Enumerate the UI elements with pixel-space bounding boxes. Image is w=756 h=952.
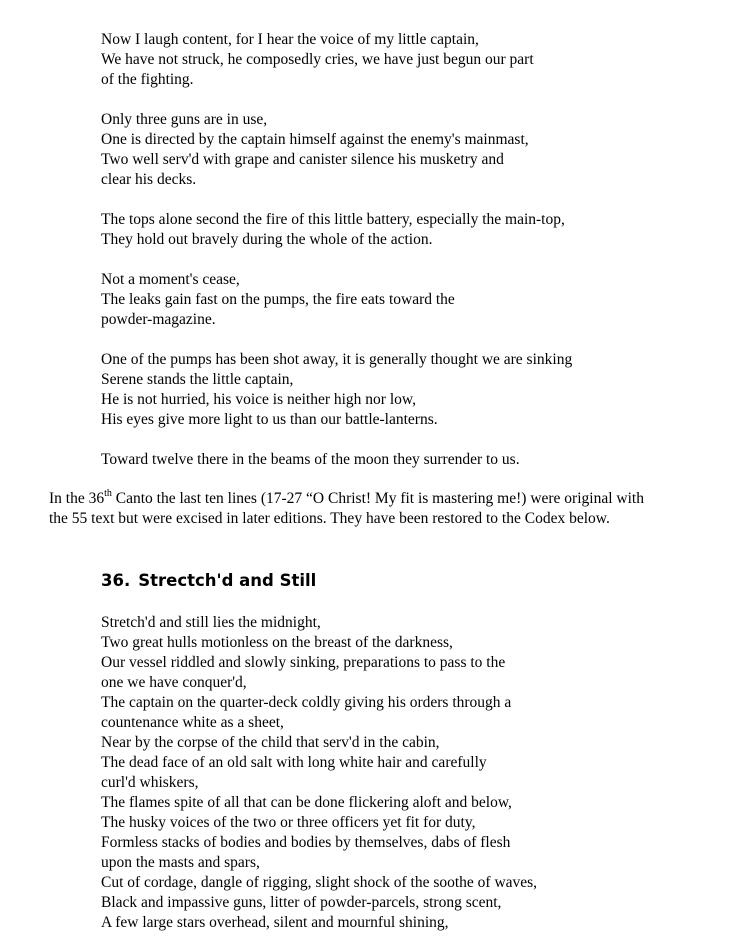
poem-line: Toward twelve there in the beams of the moon they surrender to us.	[101, 451, 520, 468]
note-rest: Canto the last ten lines (17-27 “O Christ! My fit is mastering me!) were original with	[111, 490, 644, 507]
poem-line: The leaks gain fast on the pumps, the fire eats toward the	[101, 291, 455, 308]
poem-line: They hold out bravely during the whole of the action.	[101, 231, 433, 248]
stanza	[101, 270, 455, 330]
poem-line: The flames spite of all that can be done flickering aloft and below,	[101, 794, 512, 811]
poem-line: Only three guns are in use,	[101, 111, 268, 128]
poem-line: The captain on the quarter-deck coldly giving his orders through a	[101, 694, 512, 711]
poem-line: Stretch'd and still lies the midnight,	[101, 614, 321, 631]
note-line	[49, 489, 739, 509]
poem-line: countenance white as a sheet,	[101, 714, 284, 731]
section-heading	[101, 569, 316, 593]
poem-line: Formless stacks of bodies and bodies by themselves, dabs of flesh	[101, 834, 511, 851]
poem-line: curl'd whiskers,	[101, 774, 199, 791]
poem-line: of the fighting.	[101, 71, 194, 88]
poem-line: He is not hurried, his voice is neither high nor low,	[101, 391, 416, 408]
poem-line: A few large stars overhead, silent and mournful shining,	[101, 914, 449, 931]
poem-line: The husky voices of the two or three officers yet fit for duty,	[101, 814, 476, 831]
poem-line: Two great hulls motionless on the breast of the darkness,	[101, 634, 453, 651]
section-number: 36.	[101, 571, 131, 590]
poem-line: upon the masts and spars,	[101, 854, 260, 871]
stanza	[101, 110, 529, 190]
poem-line: One of the pumps has been shot away, it is generally thought we are sinking	[101, 351, 573, 368]
editorial-note	[49, 489, 739, 529]
note-superscript: th	[104, 487, 112, 499]
poem-line: His eyes give more light to us than our battle-lanterns.	[101, 411, 438, 428]
stanza	[101, 30, 534, 90]
poem-line: Now I laugh content, for I hear the voice of my little captain,	[101, 31, 479, 48]
section-stanza	[101, 613, 537, 933]
poem-line: clear his decks.	[101, 171, 197, 188]
poem-line: Serene stands the little captain,	[101, 371, 294, 388]
poem-line: one we have conquer'd,	[101, 674, 247, 691]
poem-line: Not a moment's cease,	[101, 271, 240, 288]
poem-line: One is directed by the captain himself against the enemy's mainmast,	[101, 131, 529, 148]
poem-line: The tops alone second the fire of this little battery, especially the main-top,	[101, 211, 565, 228]
poem-line: We have not struck, he composedly cries, we have just begun our part	[101, 51, 534, 68]
poem-line: Two well serv'd with grape and canister silence his musketry and	[101, 151, 504, 168]
section-title: Strectch'd and Still	[138, 571, 317, 590]
poem-line: powder-magazine.	[101, 311, 216, 328]
note-prefix: In the 36	[49, 490, 105, 507]
poem-line: Cut of cordage, dangle of rigging, slight shock of the soothe of waves,	[101, 874, 538, 891]
stanza	[101, 210, 565, 250]
poem-line: Our vessel riddled and slowly sinking, preparations to pass to the	[101, 654, 506, 671]
note-line: the 55 text but were excised in later editions. They have been restored to the Codex below.	[49, 510, 610, 527]
stanza	[101, 350, 572, 430]
poem-line: Near by the corpse of the child that serv'd in the cabin,	[101, 734, 440, 751]
stanza	[101, 450, 520, 470]
poem-line: Black and impassive guns, litter of powder-parcels, strong scent,	[101, 894, 502, 911]
poem-line: The dead face of an old salt with long white hair and carefully	[101, 754, 487, 771]
